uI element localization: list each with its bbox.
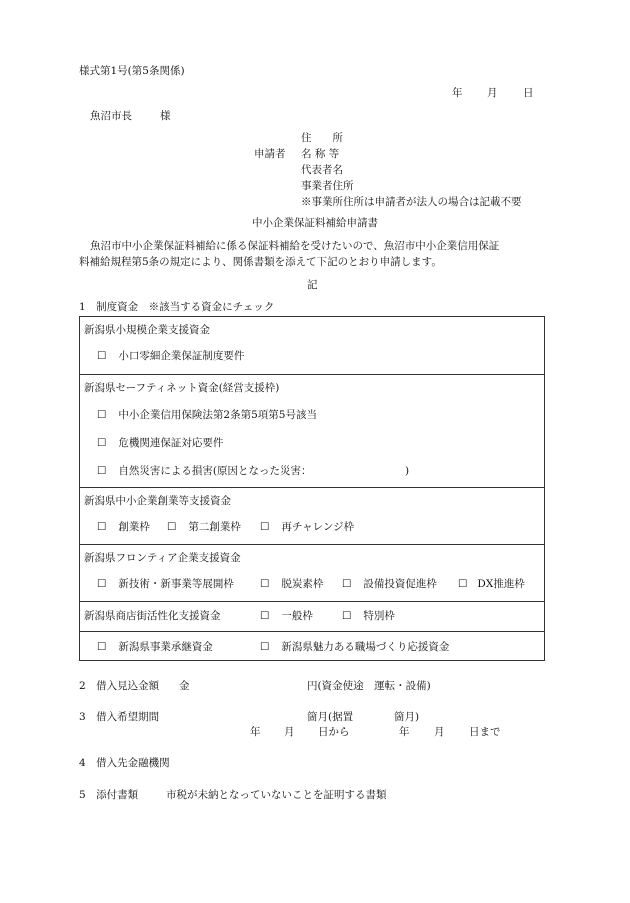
checkbox[interactable]: ☐	[260, 641, 270, 653]
section-small-business	[80, 317, 544, 374]
option-row	[342, 611, 395, 622]
checkbox[interactable]: ☐	[97, 409, 107, 421]
option-row	[260, 611, 313, 622]
item3-label: 3 借入希望期間	[79, 711, 160, 723]
addressee-honorific: 様	[160, 110, 171, 122]
applicant-address-label: 住 所	[301, 132, 343, 144]
section-shopping-street	[80, 601, 544, 632]
section-title: 新潟県中小企業創業等支援資金	[84, 495, 231, 507]
ki-marker: 記	[307, 279, 318, 291]
option-row	[260, 522, 354, 533]
item4-label: 4 借入先金融機関	[79, 757, 170, 769]
item3-months-close: 箇月)	[394, 711, 420, 723]
checkbox[interactable]: ☐	[97, 437, 107, 449]
option-row	[260, 579, 323, 590]
item3-months: 箇月(据置	[307, 711, 354, 723]
item5-label: 5 添付書類	[79, 789, 139, 801]
checkbox[interactable]: ☐	[260, 521, 270, 533]
option-row	[97, 579, 234, 590]
option-label: 再チャレンジ枠	[281, 521, 355, 533]
item2-currency: 金	[179, 680, 190, 692]
disaster-close-paren: )	[405, 465, 410, 477]
period-start-year: 年	[250, 726, 261, 738]
date-month: 月	[487, 87, 498, 99]
addressee-name: 魚沼市長	[90, 110, 132, 122]
option-row	[97, 522, 150, 533]
option-label: 脱炭素枠	[281, 578, 324, 590]
checkbox[interactable]: ☐	[97, 521, 107, 533]
option-label: 新潟県魅力ある職場づくり応援資金	[281, 641, 450, 653]
section-title: 新潟県小規模企業支援資金	[84, 324, 210, 336]
checkbox[interactable]: ☐	[97, 641, 107, 653]
period-end-month: 月	[434, 726, 445, 738]
option-label: 危機関連保証対応要件	[118, 437, 224, 449]
option-label: 小口零細企業保証制度要件	[118, 350, 245, 362]
applicant-representative-label: 代表者名	[301, 164, 343, 176]
item5-content: 市税が未納となっていないことを証明する書類	[166, 789, 387, 801]
option-label: 創業枠	[118, 521, 150, 533]
section-title: 新潟県セーフティネット資金(経営支援枠)	[84, 382, 280, 394]
option-row	[97, 438, 223, 449]
checkbox[interactable]: ☐	[260, 578, 270, 590]
section-frontier	[80, 544, 544, 602]
checkbox[interactable]: ☐	[97, 578, 107, 590]
fund-options-table	[79, 316, 545, 661]
option-label: 新技術・新事業等展開枠	[118, 578, 234, 590]
period-end-year: 年	[399, 726, 410, 738]
option-label: 自然災害による損害(原因となった災害：	[118, 465, 312, 477]
body-line-1: 魚沼市中小企業保証料補給に係る保証料補給を受けたいので、魚沼市中小企業信用保証	[90, 240, 500, 252]
applicant-note: ※事業所住所は申請者が法人の場合は記載不要	[301, 196, 522, 208]
option-row	[97, 351, 244, 362]
form-number: 様式第1号(第5条関係)	[79, 65, 185, 77]
option-label: DX推進枠	[477, 578, 525, 590]
section-safety-net	[80, 374, 544, 488]
checkbox[interactable]: ☐	[342, 610, 352, 622]
checkbox[interactable]: ☐	[97, 350, 107, 362]
option-row	[260, 642, 449, 653]
checkbox[interactable]: ☐	[260, 610, 270, 622]
section-title: 新潟県商店街活性化支援資金	[84, 610, 221, 622]
period-start-month: 月	[284, 726, 295, 738]
option-label: 設備投資促進枠	[363, 578, 437, 590]
checkbox[interactable]: ☐	[342, 578, 352, 590]
option-label: 第二創業枠	[188, 521, 241, 533]
option-row	[97, 410, 317, 421]
item1-heading: 1 制度資金 ※該当する資金にチェック	[79, 301, 275, 313]
applicant-name-label: 名 称 等	[301, 148, 340, 160]
option-row	[342, 579, 437, 590]
option-row	[97, 642, 213, 653]
checkbox[interactable]: ☐	[97, 465, 107, 477]
option-label: 新潟県事業承継資金	[118, 641, 213, 653]
period-end-day: 日まで	[469, 726, 501, 738]
option-label: 一般枠	[281, 610, 313, 622]
date-day: 日	[523, 87, 534, 99]
body-line-2: 料補給規程第5条の規定により、関係書類を添えて下記のとおり申請します。	[79, 256, 442, 268]
date-year: 年	[452, 87, 463, 99]
checkbox[interactable]: ☐	[167, 521, 177, 533]
item2-label: 2 借入見込金額	[79, 680, 160, 692]
period-start-day: 日から	[318, 726, 350, 738]
item2-unit: 円(資金使途 運転・設備)	[307, 680, 431, 692]
section-title: 新潟県フロンティア企業支援資金	[84, 552, 241, 564]
applicant-label: 申請者	[254, 148, 286, 160]
section-succession	[80, 631, 544, 663]
option-row	[458, 579, 525, 590]
option-row	[97, 466, 312, 477]
option-row	[167, 522, 241, 533]
section-startup	[80, 487, 544, 545]
checkbox[interactable]: ☐	[458, 578, 468, 590]
option-label: 特別枠	[363, 610, 395, 622]
applicant-business-address-label: 事業者住所	[301, 180, 354, 192]
option-label: 中小企業信用保険法第2条第5項第5号該当	[118, 409, 317, 421]
document-title: 中小企業保証料補給申請書	[252, 217, 378, 229]
